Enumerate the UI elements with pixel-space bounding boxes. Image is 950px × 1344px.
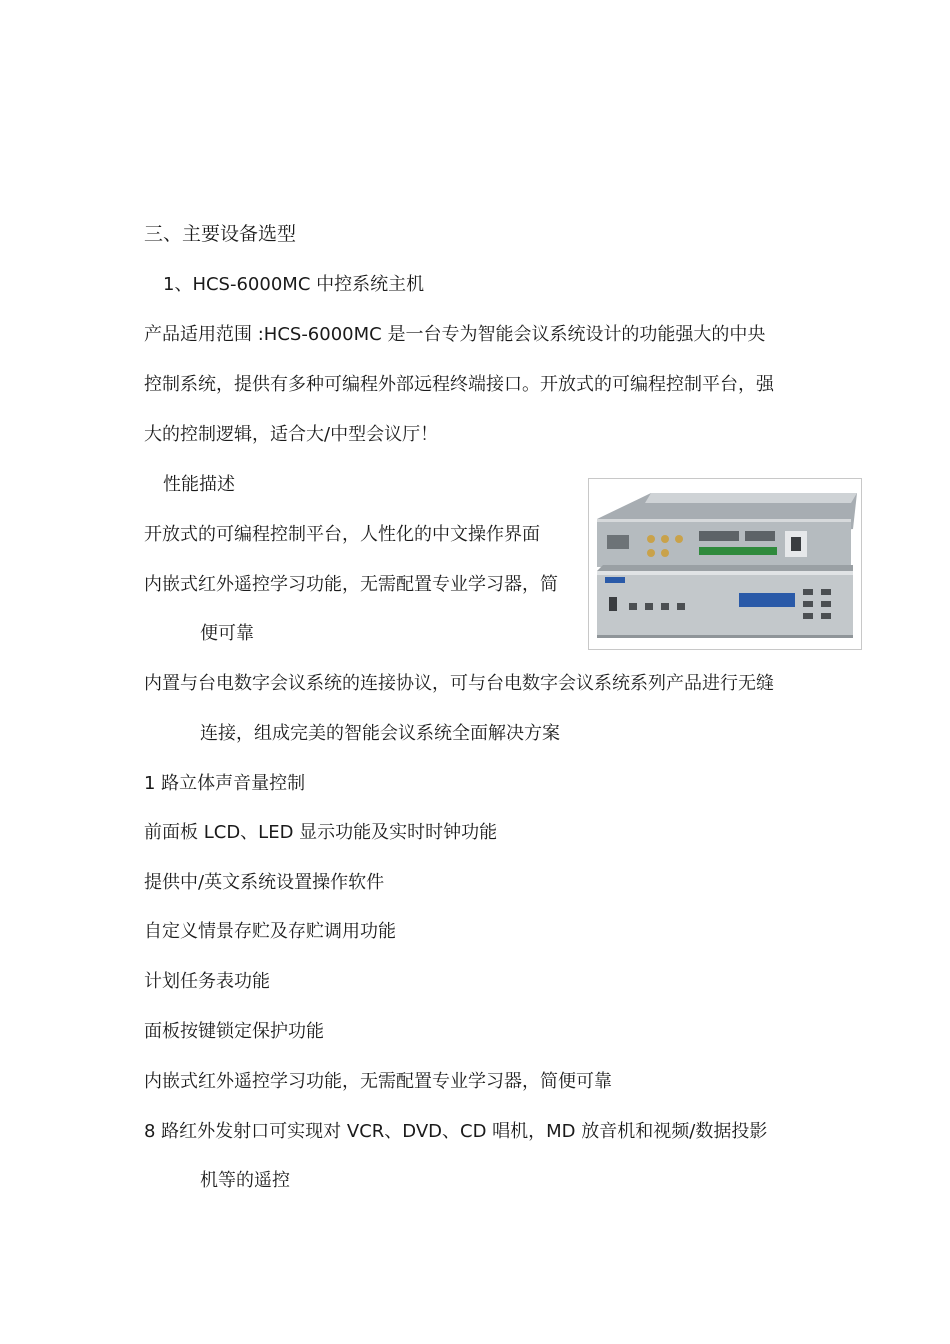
feature-6: 提供中/英文系统设置操作软件 (144, 872, 385, 893)
feature-11-line-1: 8 路红外发射口可实现对 VCR、DVD、CD 唱机，MD 放音机和视频/数据投影 (144, 1121, 768, 1142)
product-photo (588, 478, 862, 650)
feature-1: 开放式的可编程控制平台，人性化的中文操作界面 (144, 524, 540, 545)
intro-line-1: 产品适用范围 :HCS-6000MC 是一台专为智能会议系统设计的功能强大的中央 (144, 324, 766, 345)
feature-10: 内嵌式红外遥控学习功能，无需配置专业学习器，简便可靠 (144, 1071, 612, 1092)
features-heading: 性能描述 (163, 474, 235, 495)
feature-2-line-1: 内嵌式红外遥控学习功能，无需配置专业学习器，简 (144, 574, 558, 595)
feature-4: 1 路立体声音量控制 (144, 773, 306, 794)
section-title: 三、主要设备选型 (144, 223, 297, 245)
control-host-device-icon (589, 479, 861, 649)
feature-3-line-2: 连接，组成完美的智能会议系统全面解决方案 (200, 723, 560, 744)
intro-line-2: 控制系统，提供有多种可编程外部远程终端接口。开放式的可编程控制平台，强 (144, 374, 774, 395)
intro-line-3: 大的控制逻辑，适合大/中型会议厅！ (144, 424, 439, 445)
feature-9: 面板按键锁定保护功能 (144, 1021, 324, 1042)
feature-7: 自定义情景存贮及存贮调用功能 (144, 921, 396, 942)
feature-2-line-2: 便可靠 (200, 623, 254, 644)
feature-11-line-2: 机等的遥控 (200, 1170, 290, 1191)
product-heading: 1、HCS-6000MC 中控系统主机 (163, 274, 425, 295)
feature-3-line-1: 内置与台电数字会议系统的连接协议，可与台电数字会议系统系列产品进行无缝 (144, 673, 774, 694)
feature-5: 前面板 LCD、LED 显示功能及实时时钟功能 (144, 822, 498, 843)
feature-8: 计划任务表功能 (144, 971, 270, 992)
